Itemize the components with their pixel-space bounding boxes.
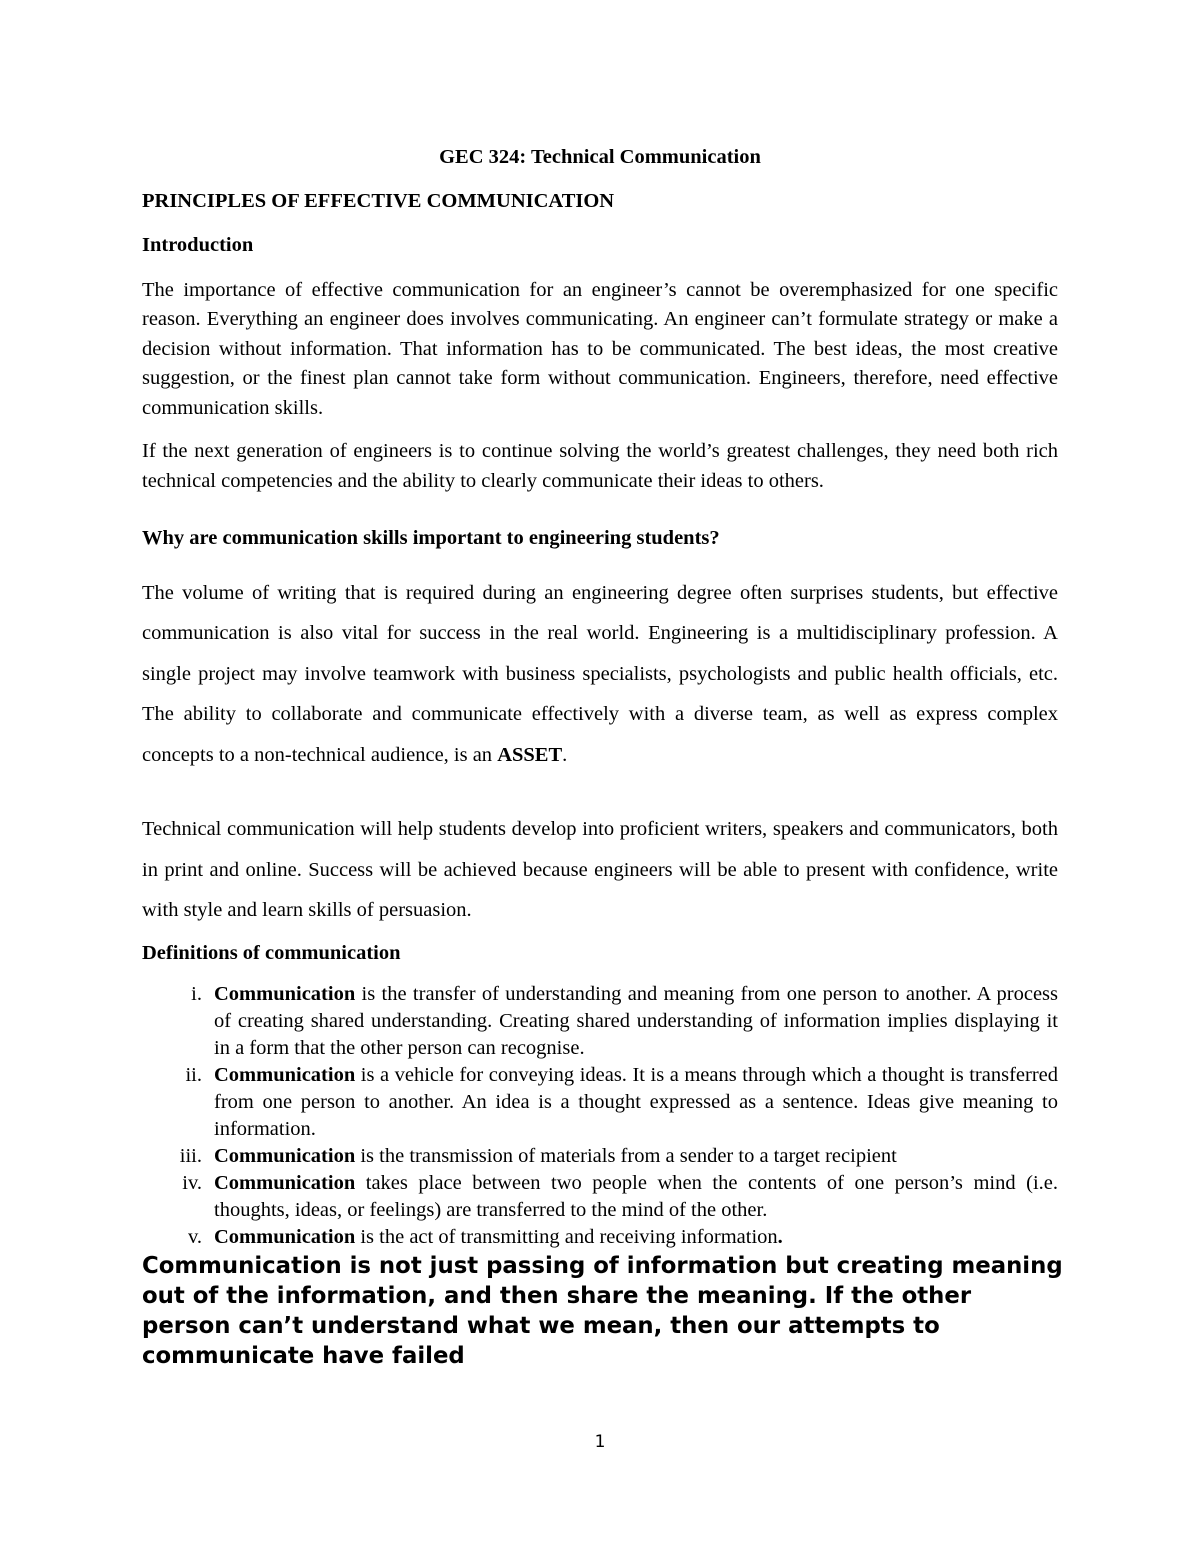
definition-term: Communication (214, 1226, 356, 1248)
definition-item (142, 1143, 1058, 1170)
definition-term: Communication (214, 1145, 356, 1167)
document-body (142, 143, 1063, 1371)
definition-term: Communication (214, 1064, 356, 1086)
asset-emphasis: ASSET (497, 743, 563, 766)
definition-term: Communication (214, 983, 356, 1005)
definition-item (142, 1224, 1058, 1251)
definition-text: takes place between two people when the contents of one person’s mind (i.e. thoughts, ideas, or feelings) are transferred to the mind of the other. (214, 1172, 1058, 1221)
document-title: GEC 324: Technical Communication (439, 146, 761, 168)
definition-text: is the transfer of understanding and meaning from one person to another. A process of creating shared understanding. Creating shared understanding of information implies displaying it in a form that the other person can recognise. (214, 983, 1058, 1059)
list-numeral: iv. (182, 1172, 202, 1194)
definition-term: Communication (214, 1172, 356, 1194)
importance-paragraph-text: The volume of writing that is required during an engineering degree often surprises students, but effective communication is also vital for success in the real world. Engineering is a multidisciplinary profession. A single project may involve teamwork with business specialists, psychologists and public health officials, etc. The ability to collaborate and communicate effectively with a diverse team, as well as express complex concepts to a non-technical audience, is an (142, 581, 1058, 766)
definition-text: is the act of transmitting and receiving information (355, 1226, 778, 1248)
definitions-list (142, 981, 1058, 1251)
callout-statement: Communication is not just passing of information but creating meaning out of the information, and then share the meaning. If the other person can’t understand what we mean, then our attempts to communicate have failed (142, 1253, 1063, 1369)
list-numeral: v. (187, 1226, 202, 1248)
intro-paragraph-1: The importance of effective communication for an engineer’s cannot be overemphasized for one specific reason. Everything an engineer does involves communicating. An engineer can’t formulate strategy or make a decision without information. That information has to be communicated. The best ideas, the most creative suggestion, or the finest plan cannot take form without communication. Engineers, therefore, need effective communication skills. (142, 278, 1058, 419)
intro-paragraph-2: If the next generation of engineers is to continue solving the world’s greatest challenges, they need both rich technical competencies and the ability to clearly communicate their ideas to others. (142, 440, 1058, 492)
definition-item (142, 981, 1058, 1062)
definition-text: is the transmission of materials from a sender to a target recipient (355, 1145, 897, 1167)
definition-end: . (777, 1226, 783, 1248)
section-title: PRINCIPLES OF EFFECTIVE COMMUNICATION (142, 189, 615, 212)
question-heading: Why are communication skills important to engineering students? (142, 527, 720, 549)
list-numeral: i. (191, 983, 202, 1005)
definition-item (142, 1062, 1058, 1143)
list-numeral: iii. (179, 1145, 202, 1167)
intro-heading: Introduction (142, 234, 254, 256)
importance-paragraph-end: . (562, 743, 568, 766)
paragraph-spacer (142, 775, 1058, 809)
importance-paragraph (142, 573, 1058, 776)
page-number: 1 (594, 1432, 606, 1452)
definition-item (142, 1170, 1058, 1224)
technical-paragraph: Technical communication will help students develop into proficient writers, speakers and communicators, both in print and online. Success will be achieved because engineers will be able to present with confidence, write with style and learn skills of persuasion. (142, 818, 1058, 921)
list-numeral: ii. (185, 1064, 202, 1086)
definitions-heading: Definitions of communication (142, 941, 401, 964)
definition-text: is a vehicle for conveying ideas. It is a means through which a thought is transferred from one person to another. An idea is a thought expressed as a sentence. Ideas give meaning to information. (214, 1064, 1058, 1140)
